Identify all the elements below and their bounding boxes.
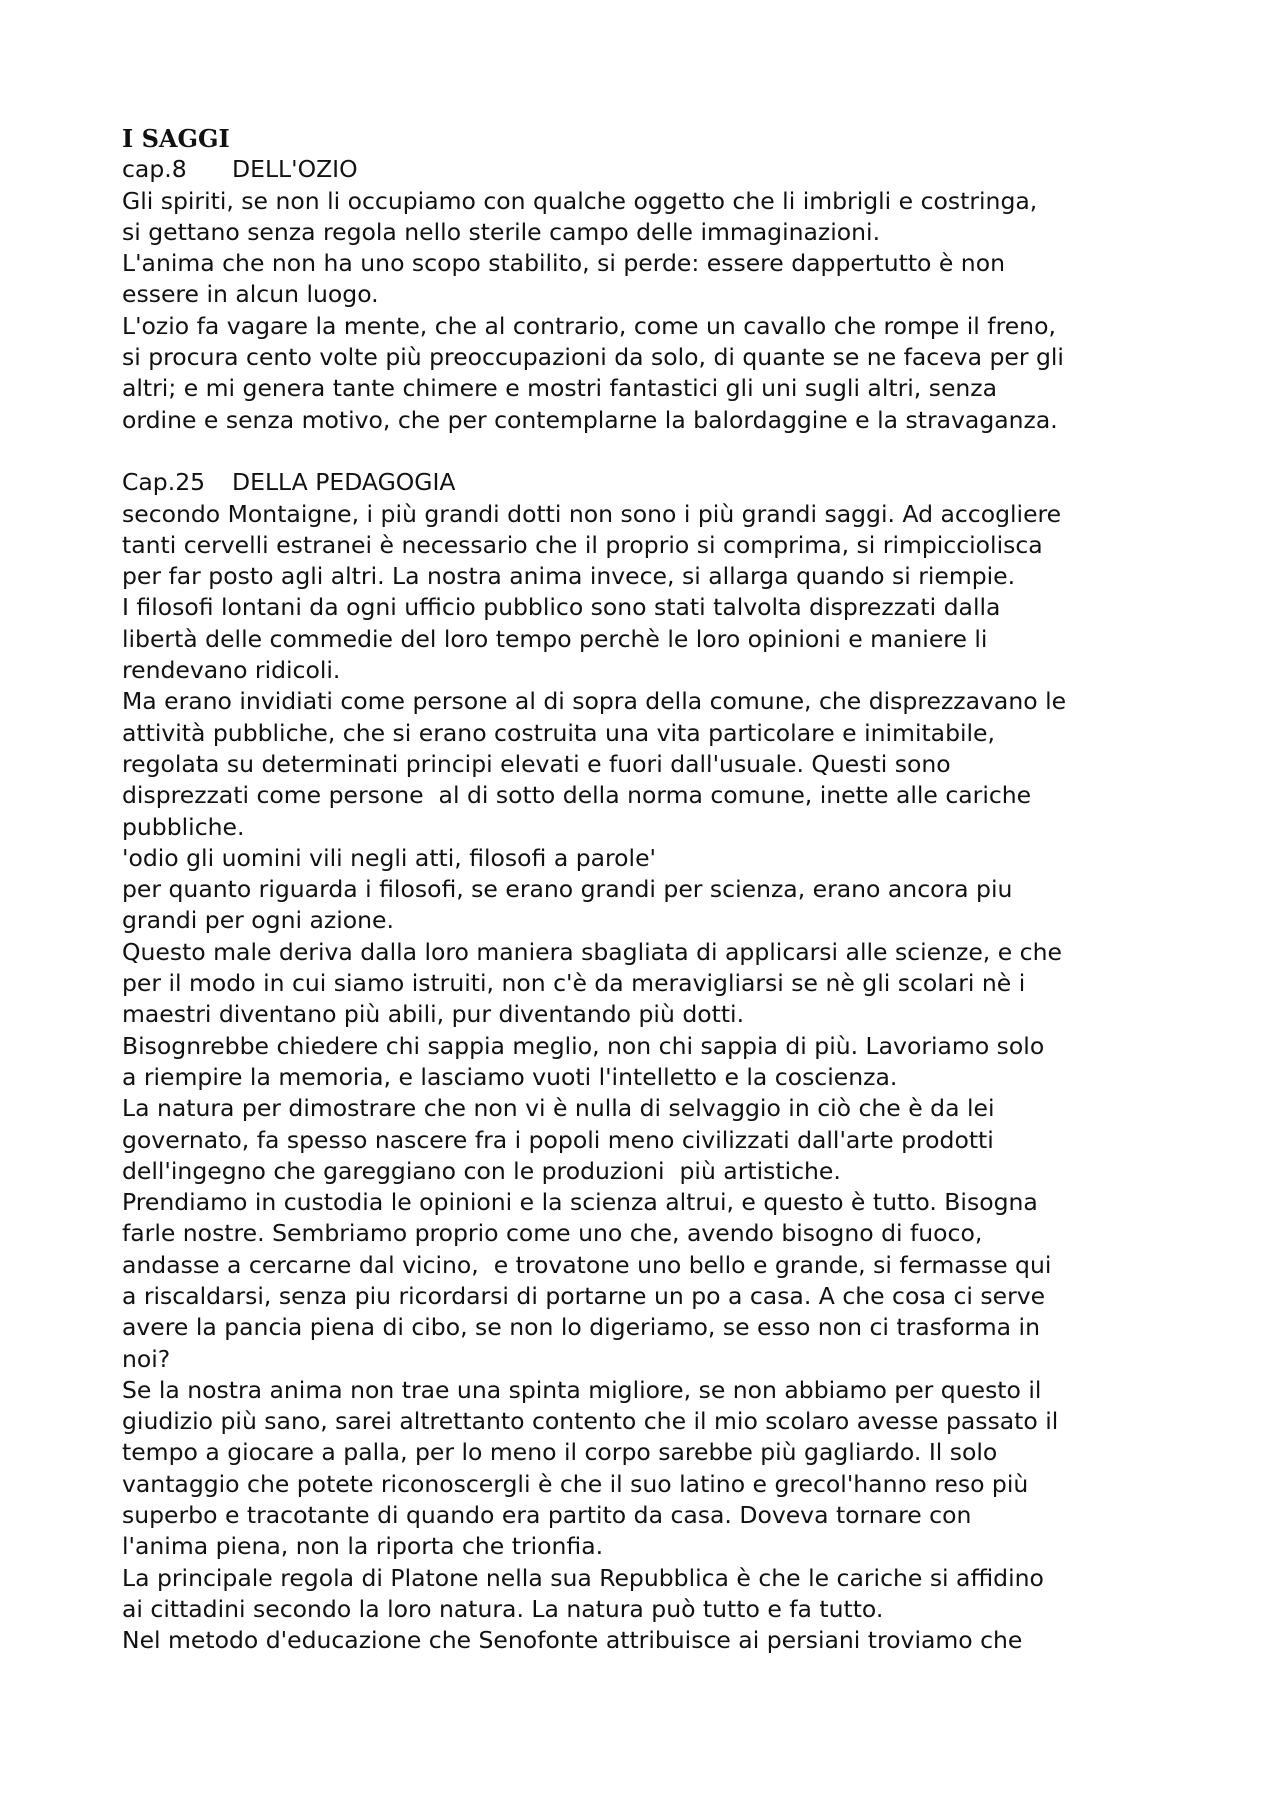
text-line: disprezzati come persone al di sotto della norma comune, inette alle cariche (122, 781, 1032, 810)
text-line: essere in alcun luogo. (122, 280, 379, 309)
text-line: maestri diventano più abili, pur diventando più dotti. (122, 1000, 745, 1029)
chapter-25-heading (122, 467, 1182, 498)
text-line: L'ozio fa vagare la mente, che al contrario, come un cavallo che rompe il freno, (122, 311, 1056, 340)
text-line: si gettano senza regola nello sterile campo delle immaginazioni. (122, 217, 881, 246)
text-line: per il modo in cui siamo istruiti, non c'è da meravigliarsi se nè gli scolari nè i (122, 969, 1026, 998)
text-line: 'odio gli uomini vili negli atti, filosofi a parole' (122, 843, 656, 872)
text-line: Prendiamo in custodia le opinioni e la scienza altrui, e questo è tutto. Bisogna (122, 1188, 1038, 1217)
text-line: Nel metodo d'educazione che Senofonte attribuisce ai persiani troviamo che (122, 1626, 1023, 1655)
text-line: La principale regola di Platone nella sua Repubblica è che le cariche si affidino (122, 1563, 1044, 1592)
chapter-25-title: DELLA PEDAGOGIA (232, 468, 456, 497)
text-line: ai cittadini secondo la loro natura. La natura può tutto e fa tutto. (122, 1594, 884, 1623)
text-line: ordine e senza motivo, che per contemplarne la balordaggine e la stravaganza. (122, 405, 1058, 434)
text-line: noi? (122, 1344, 171, 1373)
text-line: libertà delle commedie del loro tempo perchè le loro opinioni e maniere li (122, 624, 988, 653)
text-line: tanti cervelli estranei è necessario che il proprio si comprima, si rimpicciolisca (122, 530, 1043, 559)
text-line: dell'ingegno che gareggiano con le produzioni più artistiche. (122, 1156, 841, 1185)
text-line: giudizio più sano, sarei altrettanto contento che il mio scolaro avesse passato il (122, 1407, 1059, 1436)
text-line: attività pubbliche, che si erano costruita una vita particolare e inimitabile, (122, 718, 995, 747)
text-line: Ma erano invidiati come persone al di sopra della comune, che disprezzavano le (122, 687, 1067, 716)
text-line: Gli spiriti, se non li occupiamo con qualche oggetto che li imbrigli e costringa, (122, 186, 1038, 215)
chapter-8-number: cap.8 (122, 155, 187, 184)
text-line: rendevano ridicoli. (122, 656, 341, 685)
text-line: Bisognrebbe chiedere chi sappia meglio, non chi sappia di più. Lavoriamo solo (122, 1031, 1045, 1060)
chapter-25-text (122, 499, 1182, 1657)
chapter-8-title: DELL'OZIO (232, 155, 358, 184)
text-line: avere la pancia piena di cibo, se non lo digeriamo, se esso non ci trasforma in (122, 1313, 1040, 1342)
text-line: a riempire la memoria, e lasciamo vuoti l'intelletto e la coscienza. (122, 1062, 898, 1091)
text-line: a riscaldarsi, senza piu ricordarsi di portarne un po a casa. A che cosa ci serve (122, 1281, 1046, 1310)
text-line: l'anima piena, non la riporta che trionfia. (122, 1532, 604, 1561)
text-line: governato, fa spesso nascere fra i popoli meno civilizzati dall'arte prodotti (122, 1125, 994, 1154)
text-line: regolata su determinati principi elevati e fuori dall'usuale. Questi sono (122, 749, 951, 778)
text-line: altri; e mi genera tante chimere e mostri fantastici gli uni sugli altri, senza (122, 374, 998, 403)
document-title: I SAGGI (122, 124, 230, 153)
text-line: I filosofi lontani da ogni ufficio pubblico sono stati talvolta disprezzati dalla (122, 593, 1001, 622)
text-line: per far posto agli altri. La nostra anima invece, si allarga quando si riempie. (122, 562, 1016, 591)
text-line: La natura per dimostrare che non vi è nulla di selvaggio in ciò che è da lei (122, 1094, 995, 1123)
chapter-25-number: Cap.25 (122, 468, 206, 497)
text-line: si procura cento volte più preoccupazioni da solo, di quante se ne faceva per gli (122, 343, 1064, 372)
text-line: secondo Montaigne, i più grandi dotti non sono i più grandi saggi. Ad accogliere (122, 499, 1062, 528)
text-line: grandi per ogni azione. (122, 906, 394, 935)
text-line: farle nostre. Sembriamo proprio come uno che, avendo bisogno di fuoco, (122, 1219, 983, 1248)
document-body (122, 123, 1182, 1657)
paragraph-spacer (122, 436, 1182, 467)
text-line: Questo male deriva dalla loro maniera sbagliata di applicarsi alle scienze, e che (122, 937, 1062, 966)
text-line: per quanto riguarda i filosofi, se erano grandi per scienza, erano ancora piu (122, 875, 1013, 904)
text-line: andasse a cercarne dal vicino, e trovatone uno bello e grande, si fermasse qui (122, 1250, 1052, 1279)
text-line: L'anima che non ha uno scopo stabilito, si perde: essere dappertutto è non (122, 249, 1005, 278)
text-line: pubbliche. (122, 812, 245, 841)
chapter-8-text (122, 186, 1182, 436)
text-line: tempo a giocare a palla, per lo meno il corpo sarebbe più gagliardo. Il solo (122, 1438, 998, 1467)
text-line: Se la nostra anima non trae una spinta migliore, se non abbiamo per questo il (122, 1375, 1042, 1404)
text-line: superbo e tracotante di quando era partito da casa. Doveva tornare con (122, 1501, 972, 1530)
text-line: vantaggio che potete riconoscergli è che il suo latino e grecol'hanno reso più (122, 1469, 1029, 1498)
chapter-8-heading (122, 154, 1182, 185)
